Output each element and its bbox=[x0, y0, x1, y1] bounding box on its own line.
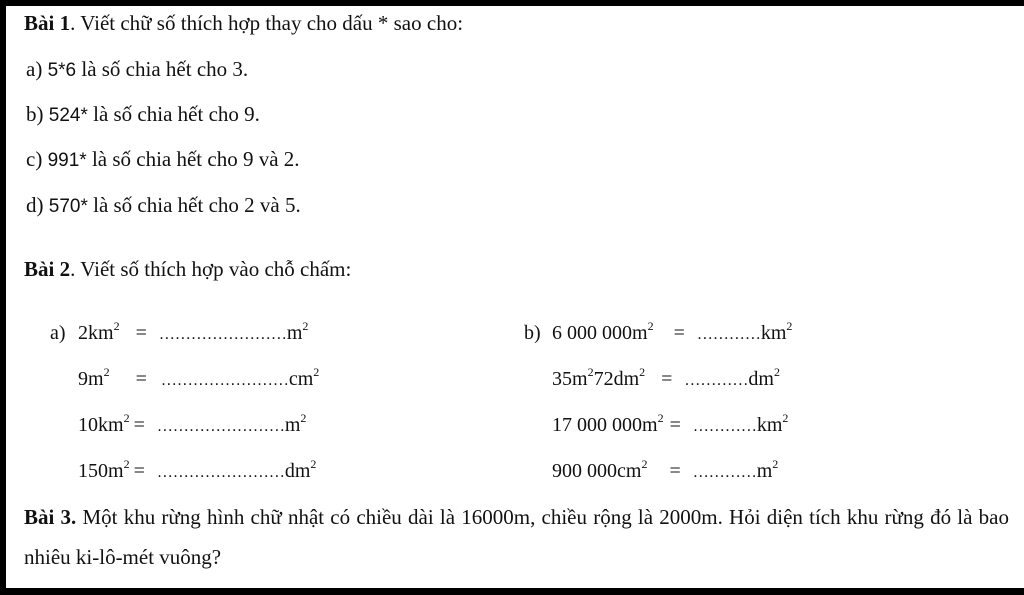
bottom-border bbox=[0, 588, 1024, 595]
value: 900 000cm bbox=[552, 460, 642, 482]
equals-sign: = bbox=[661, 368, 673, 390]
value-secondary: 72dm bbox=[593, 368, 640, 390]
exponent: 2 bbox=[123, 457, 130, 471]
item-number: 524* bbox=[48, 105, 88, 126]
item-label: b) bbox=[26, 102, 49, 126]
bai1-title-rest: . Viết chữ số thích hợp thay cho dấu * sao cho: bbox=[70, 11, 464, 35]
unit: dm bbox=[748, 368, 774, 390]
bai2-left-row-3 bbox=[78, 412, 306, 440]
item-text: là số chia hết cho 9 và 2. bbox=[86, 147, 300, 171]
part-label: b) bbox=[524, 322, 541, 344]
exponent: 2 bbox=[313, 365, 320, 379]
unit: m bbox=[286, 322, 303, 344]
exponent: 2 bbox=[639, 365, 646, 379]
value: 6 000 000m bbox=[552, 322, 648, 344]
item-number: 5*6 bbox=[47, 60, 77, 81]
exponent: 2 bbox=[782, 411, 789, 425]
item-number: 570* bbox=[48, 196, 88, 217]
bai1-item-d bbox=[26, 192, 301, 220]
equals-sign: = bbox=[669, 414, 681, 436]
bai2-left-row-4 bbox=[78, 458, 316, 486]
equals-sign: = bbox=[135, 368, 147, 390]
unit: m bbox=[284, 414, 301, 436]
bai2-right-row-1-content bbox=[552, 320, 792, 348]
bai3-paragraph bbox=[24, 497, 1009, 577]
bai2-right-row-1 bbox=[524, 320, 541, 346]
exponent: 2 bbox=[647, 319, 654, 333]
exponent: 2 bbox=[123, 411, 130, 425]
exponent: 2 bbox=[773, 365, 780, 379]
bai2-right-row-2 bbox=[552, 366, 780, 394]
value: 150m bbox=[78, 460, 124, 482]
equals-sign: = bbox=[133, 414, 145, 436]
top-border bbox=[0, 0, 1024, 6]
left-border bbox=[0, 0, 6, 595]
item-label: a) bbox=[26, 57, 48, 81]
exponent: 2 bbox=[300, 411, 307, 425]
exponent: 2 bbox=[657, 411, 664, 425]
unit: cm bbox=[288, 368, 314, 390]
bai2-heading bbox=[24, 256, 351, 282]
part-label: a) bbox=[50, 322, 66, 344]
value: 9m bbox=[78, 368, 104, 390]
bai1-title-bold: Bài 1 bbox=[24, 11, 71, 35]
exponent: 2 bbox=[786, 319, 793, 333]
bai2-left-row-1 bbox=[50, 320, 66, 346]
bai1-item-b bbox=[26, 101, 260, 129]
value: 35m bbox=[552, 368, 588, 390]
bai3-text: Một khu rừng hình chữ nhật có chiều dài là 16000m, chiều rộng là 2000m. Hỏi diện tích khu rừng đó là bao nhiêu ki-lô-mét vuông? bbox=[24, 505, 1009, 569]
blank-dots: …………………… bbox=[160, 372, 289, 389]
unit: m bbox=[756, 460, 773, 482]
item-text: là số chia hết cho 2 và 5. bbox=[87, 193, 301, 217]
exponent: 2 bbox=[103, 365, 110, 379]
item-label: c) bbox=[26, 147, 48, 171]
blank-dots: …………………… bbox=[156, 464, 285, 481]
bai2-left-row-2 bbox=[78, 366, 319, 394]
exponent: 2 bbox=[641, 457, 648, 471]
blank-dots: ………… bbox=[692, 418, 757, 435]
value: 2km bbox=[78, 322, 114, 344]
equals-sign: = bbox=[133, 460, 145, 482]
item-label: d) bbox=[26, 193, 49, 217]
equals-sign: = bbox=[673, 322, 685, 344]
equals-sign: = bbox=[669, 460, 681, 482]
exponent: 2 bbox=[302, 319, 309, 333]
bai2-right-row-4 bbox=[552, 458, 778, 486]
value: 10km bbox=[78, 414, 124, 436]
bai1-item-c bbox=[26, 146, 300, 174]
unit: km bbox=[756, 414, 783, 436]
exponent: 2 bbox=[587, 365, 594, 379]
item-number: 991* bbox=[47, 150, 87, 171]
bai1-heading bbox=[24, 10, 463, 36]
blank-dots: …………………… bbox=[158, 326, 287, 343]
unit: km bbox=[760, 322, 787, 344]
blank-dots: ………… bbox=[692, 464, 757, 481]
bai2-left-row-1-content bbox=[78, 320, 308, 348]
item-text: là số chia hết cho 3. bbox=[76, 57, 249, 81]
item-text: là số chia hết cho 9. bbox=[87, 102, 260, 126]
value: 17 000 000m bbox=[552, 414, 658, 436]
bai1-item-a bbox=[26, 56, 248, 84]
blank-dots: …………………… bbox=[156, 418, 285, 435]
exponent: 2 bbox=[113, 319, 120, 333]
bai2-title-bold: Bài 2 bbox=[24, 257, 71, 281]
exponent: 2 bbox=[772, 457, 779, 471]
bai3-title-bold: Bài 3. bbox=[24, 505, 77, 529]
blank-dots: ………… bbox=[684, 372, 749, 389]
blank-dots: ………… bbox=[696, 326, 761, 343]
exponent: 2 bbox=[310, 457, 317, 471]
equals-sign: = bbox=[135, 322, 147, 344]
bai2-right-row-3 bbox=[552, 412, 788, 440]
unit: dm bbox=[284, 460, 311, 482]
bai2-title-rest: . Viết số thích hợp vào chỗ chấm: bbox=[70, 257, 352, 281]
